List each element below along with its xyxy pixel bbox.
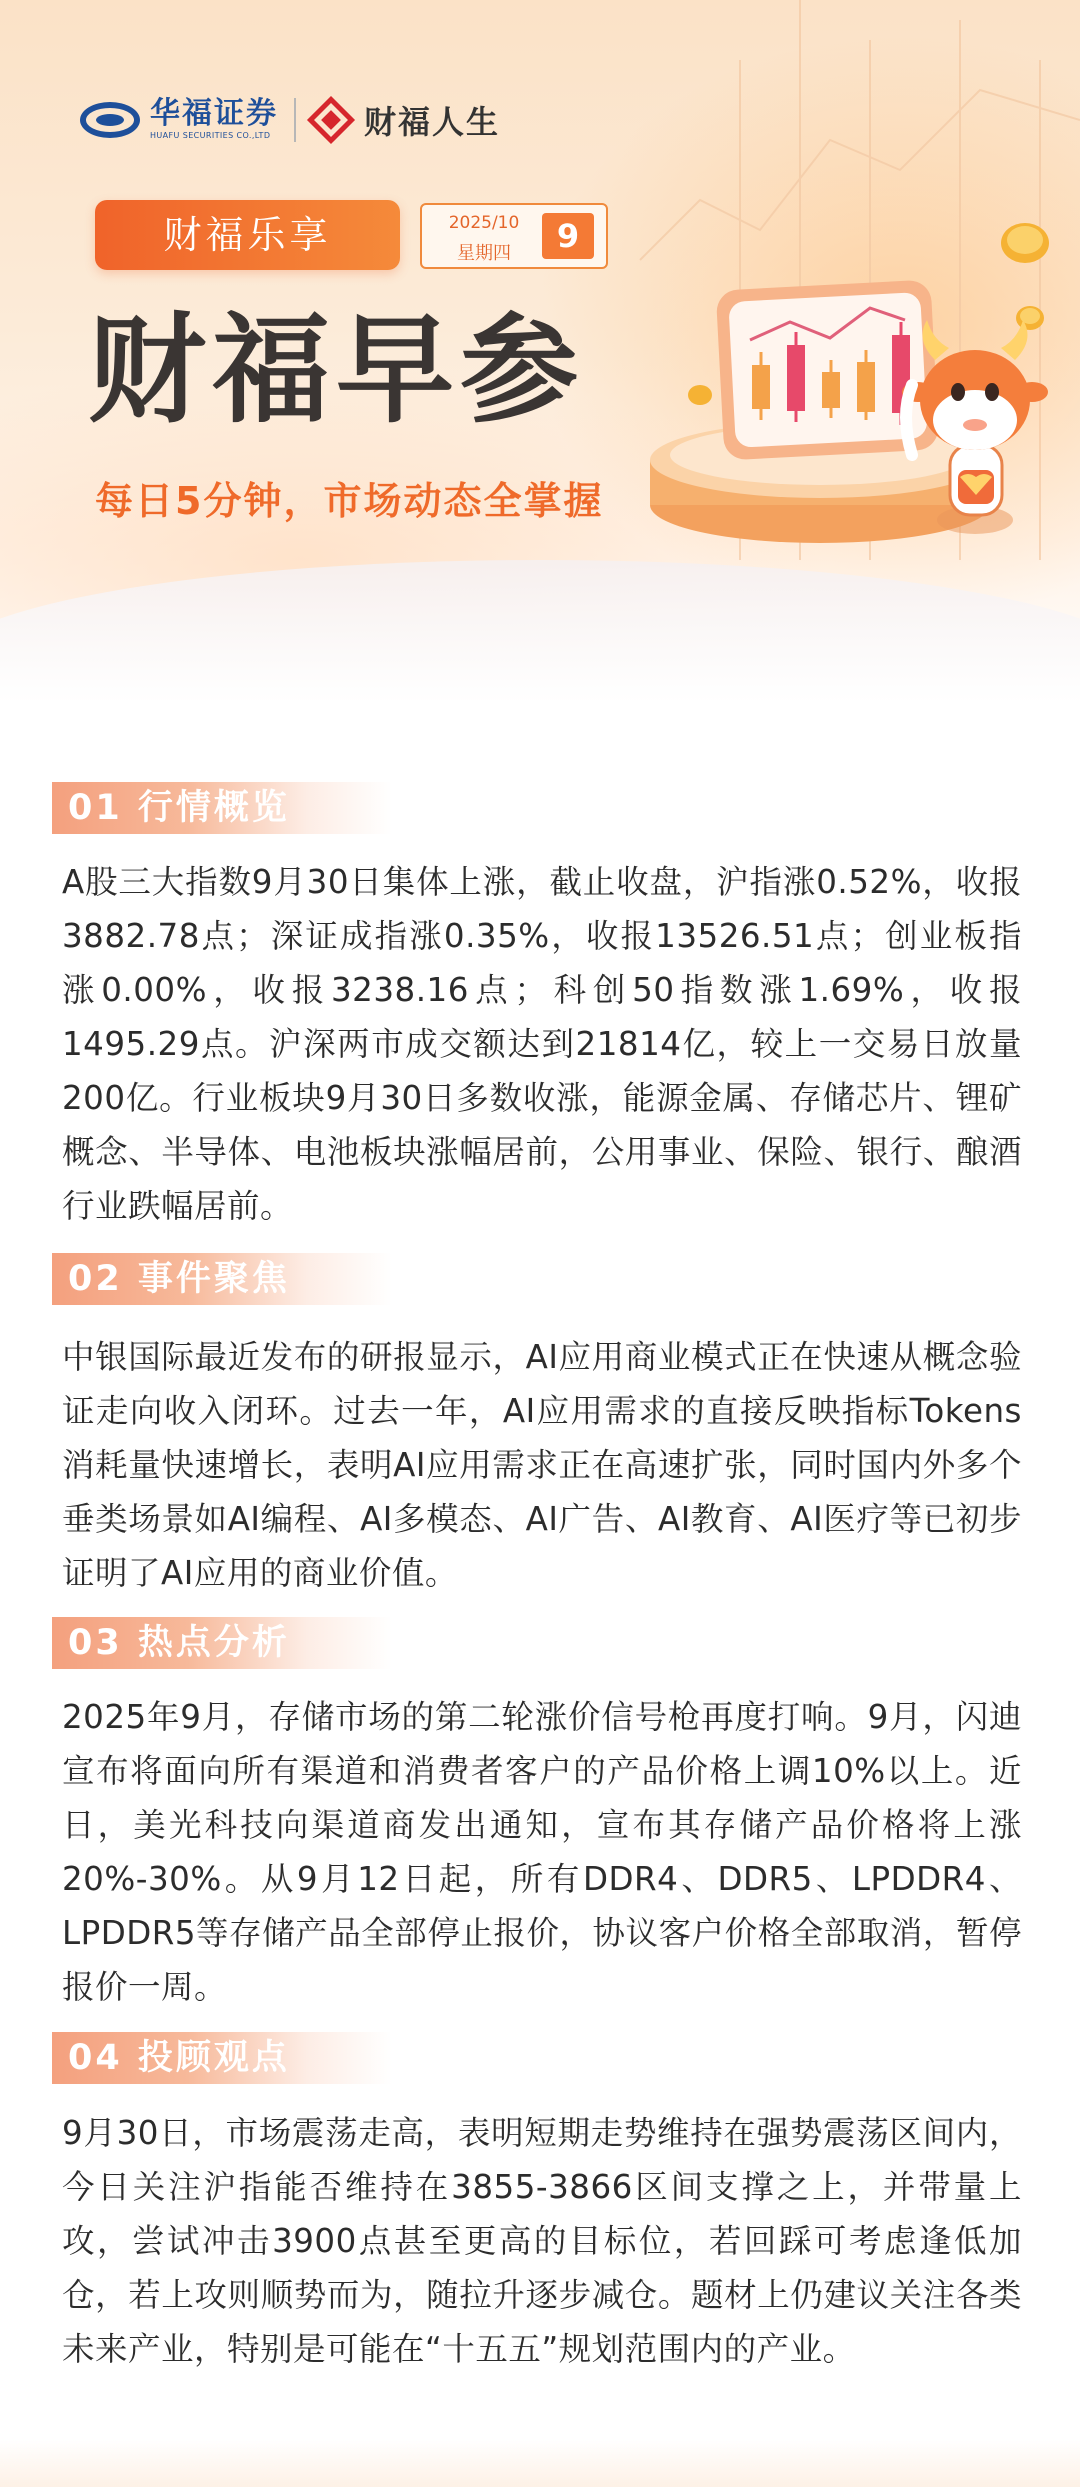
- section-heading-text: 04 投顾观点: [68, 2038, 290, 2078]
- section-heading-advisor-view: [52, 2032, 392, 2084]
- date-day: 9: [542, 213, 594, 259]
- section-heading-text: 02 事件聚焦: [68, 1259, 290, 1299]
- column-pill-label: 财福乐享: [95, 200, 400, 270]
- section-body-market-overview: A股三大指数9月30日集体上涨，截止收盘，沪指涨0.52%，收报3882.78点；深证成指涨0.35%，收报13526.51点；创业板指涨0.00%，收报3238.16点；科创50指数涨1.69%，收报1495.29点。沪深两市成交额达到21814亿，较上一交易日放量200亿。行业板块9月30日多数收涨，能源金属、存储芯片、锂矿概念、半导体、电池板块涨幅居前，公用事业、保险、银行、酿酒行业跌幅居前。: [62, 863, 1022, 1225]
- hero-banner: [0, 0, 1080, 720]
- logo-divider: [294, 98, 296, 142]
- section-body-event-focus: 中银国际最近发布的研报显示，AI应用商业模式正在快速从概念验证走向收入闭环。过去一年，AI应用需求的直接反映指标Tokens消耗量快速增长，表明AI应用需求正在高速扩张，同时国内外多个垂类场景如AI编程、AI多模态、AI广告、AI教育、AI医疗等已初步证明了AI应用的商业价值。: [62, 1338, 1022, 1592]
- caifu-rensheng-name: 财福人生: [364, 103, 501, 141]
- footer-band: [0, 2440, 1080, 2487]
- section-heading-hotspot-analysis: [52, 1617, 392, 1669]
- date-weekday: 星期四: [457, 243, 511, 264]
- page-title: 财福早参: [88, 300, 585, 439]
- section-body-hotspot-analysis: 2025年9月，存储市场的第二轮涨价信号枪再度打响。9月，闪迪宣布将面向所有渠道和消费者客户的产品价格上调10%以上。近日，美光科技向渠道商发出通知，宣布其存储产品价格将上涨20%-30%。从9月12日起，所有DDR4、DDR5、LPDDR4、LPDDR5等存储产品全部停止报价，协议客户价格全部取消，暂停报价一周。: [62, 1698, 1022, 2006]
- date-badge: [420, 203, 608, 269]
- brand-logos: [80, 92, 500, 148]
- caifu-rensheng-logo-icon: [307, 96, 355, 144]
- section-heading-event-focus: [52, 1253, 392, 1305]
- huafu-logo-icon: [80, 102, 140, 138]
- hero-bottom-fade: [0, 560, 1080, 720]
- date-year-month: 2025/10: [448, 213, 520, 233]
- section-heading-text: 01 行情概览: [68, 788, 290, 828]
- section-body-advisor-view: 9月30日，市场震荡走高，表明短期走势维持在强势震荡区间内，今日关注沪指能否维持在3855-3866区间支撑之上，并带量上攻，尝试冲击3900点甚至更高的目标位，若回踩可考虑逢低加仓，若上攻则顺势而为，随拉升逐步减仓。题材上仍建议关注各类未来产业，特别是可能在“十五五”规划范围内的产业。: [62, 2114, 1022, 2368]
- huafu-logo-text: [150, 98, 278, 142]
- page-subtitle: 每日5分钟，市场动态全掌握: [95, 479, 604, 523]
- huafu-name-en: HUAFU SECURITIES CO.,LTD: [150, 131, 271, 140]
- section-heading-text: 03 热点分析: [68, 1623, 290, 1663]
- huafu-name-cn: 华福证券: [150, 96, 278, 131]
- section-heading-market-overview: [52, 782, 392, 834]
